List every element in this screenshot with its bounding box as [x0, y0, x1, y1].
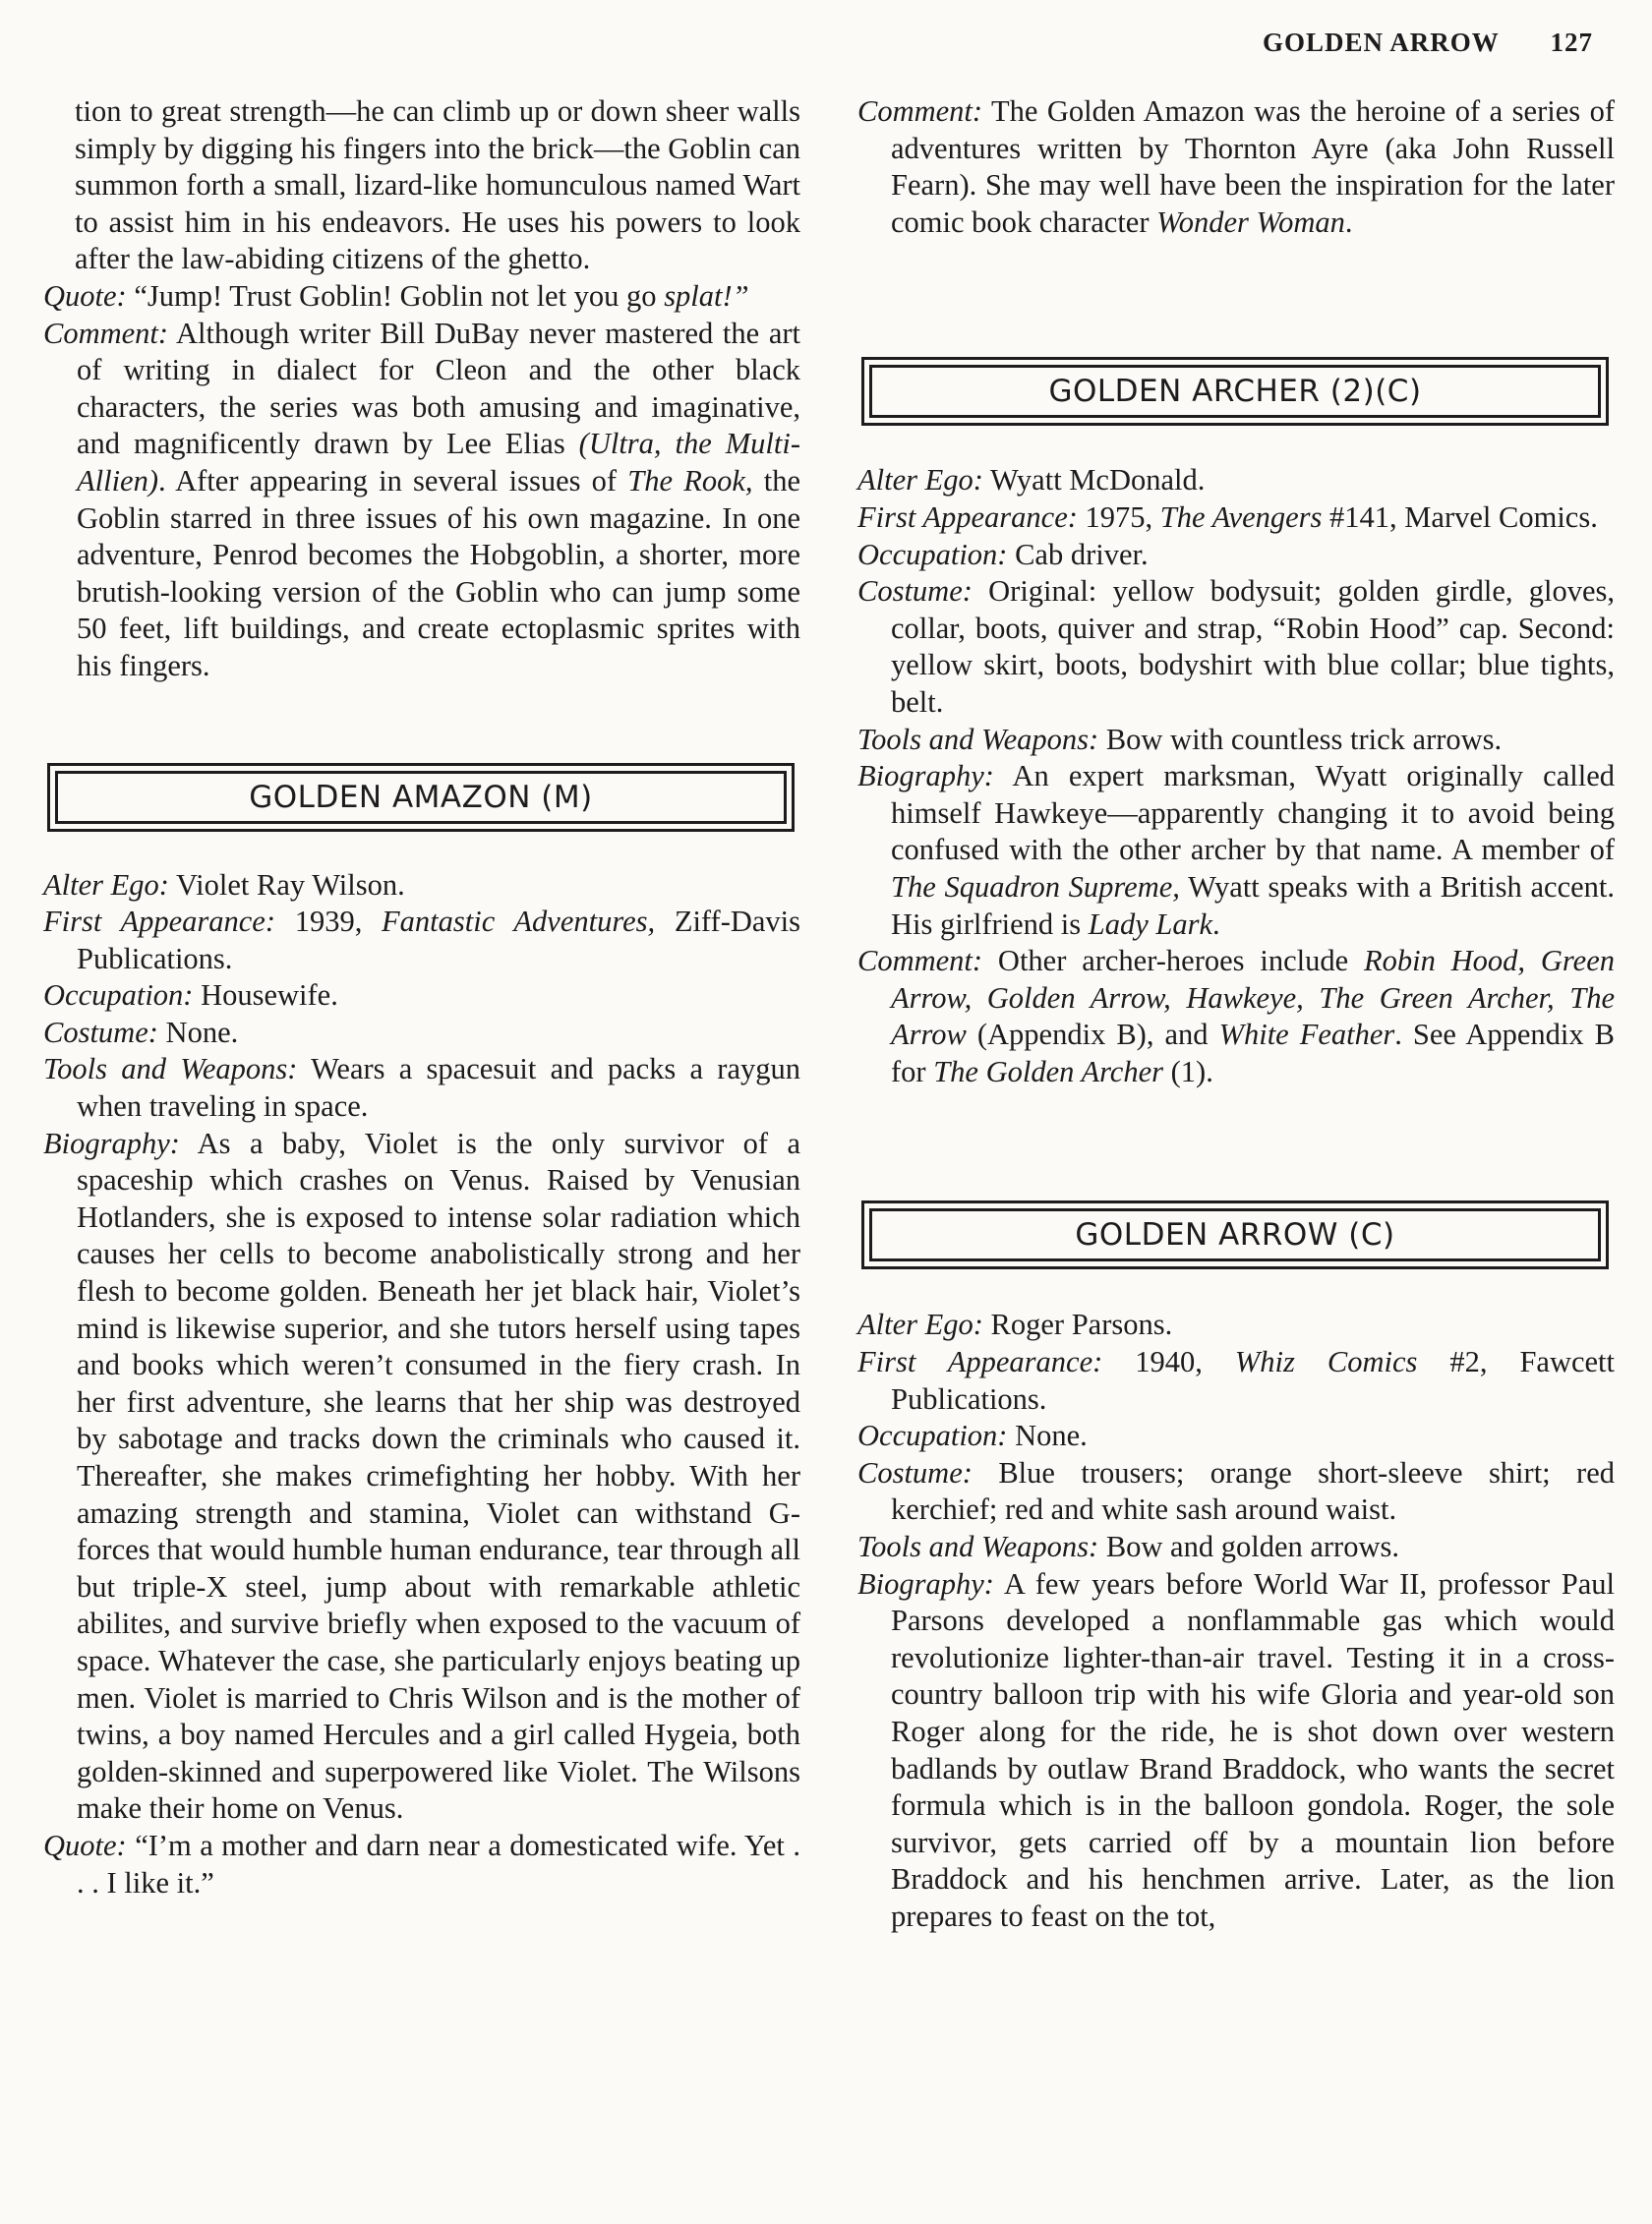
running-head — [1263, 28, 1593, 58]
field-label: Alter Ego: — [857, 463, 983, 497]
field-value: As a baby, Violet is the only survivor of a spaceship which crashes on Venus. Raised by Venusian Hotlanders, she is exposed to intense solar radiation which causes her cells to become anabolistically strong and her flesh to become golden. Beneath her jet black hair, Violet’s mind is likewise superior, and she tutors herself using tapes and books which weren’t consumed in the fiery crash. In her first adventure, she learns that her ship was destroyed by sabotage and tracks down the criminals who caused it. Thereafter, she makes crimefighting her hobby. With her amazing strength and stamina, Violet can withstand G-forces that would humble human endurance, tear through all but triple-X steel, jump about with remarkable athletic abilites, and survive briefly when exposed to the vacuum of space. Whatever the case, she particularly enjoys beating up men. Violet is married to Chris Wilson and is the mother of twins, a boy named Hercules and a girl called Hygeia, both golden-skinned and superpowered like Violet. The Wilsons make their home on Venus. — [77, 1126, 800, 1826]
field-title: Fantastic Adventures, — [382, 905, 656, 939]
goblin-continuation: tion to great strength—he can climb up or down sheer walls simply by digging his fingers into the brick—the Goblin can summon forth a small, lizard-like homunculous named Wart to assist him in his endeavors. He uses his powers to look after the law-abiding citizens of the ghetto. — [75, 94, 800, 276]
comment-text: . After appearing in several issues of — [158, 463, 628, 497]
archer-biography — [857, 758, 1615, 943]
field-value: Blue trousers; orange short-sleeve shirt; red kerchief; red and white sash around waist. — [891, 1455, 1615, 1527]
field-label: Costume: — [43, 1015, 158, 1049]
field-title: Robin Hood, Green Arrow, Golden Arrow, Hawkeye, The Green Archer, The Arrow — [891, 944, 1615, 1052]
amazon-occupation — [43, 977, 800, 1015]
right-column — [857, 93, 1615, 1936]
amazon-biography — [43, 1126, 800, 1828]
field-value: Ziff-Davis Publications. — [77, 905, 801, 975]
arrow-biography — [857, 1566, 1615, 1936]
amazon-costume — [43, 1015, 800, 1052]
field-label: Occupation: — [857, 537, 1008, 571]
field-value: . — [1212, 907, 1220, 941]
field-value: Wyatt McDonald. — [982, 463, 1206, 497]
field-label: Tools and Weapons: — [43, 1052, 298, 1086]
archer-alter-ego — [857, 462, 1615, 499]
field-title: Lady Lark — [1088, 907, 1213, 941]
goblin-comment — [43, 316, 800, 685]
quote-italic: splat!” — [664, 278, 749, 313]
field-value: 1939, — [275, 905, 383, 939]
field-value: A few years before World War II, professor Paul Parsons developed a nonflammable gas which would revolutionize lighter-than-air travel. Testing it in a cross-country balloon trip with his wife Gloria and year-old son Roger along for the ride, he is shot down over western badlands by outlaw Brand Braddock, who wants the secret formula which is in the balloon gondola. Roger, the sole survivor, gets carried off by a mountain lion before Braddock and his henchmen arrive. Later, as the lion prepares to feast on the tot, — [891, 1566, 1615, 1933]
field-value: Roger Parsons. — [982, 1308, 1173, 1342]
quote-label: Quote: — [43, 278, 127, 313]
archer-tools — [857, 722, 1615, 759]
field-value: An expert marksman, Wyatt originally called himself Hawkeye—apparently changing it to avoid being confused with the other archer by that name. A member of — [891, 759, 1615, 867]
golden-arrow-heading-box — [861, 1200, 1609, 1269]
field-label: First Appearance: — [857, 499, 1078, 534]
field-title: White Feather — [1218, 1018, 1395, 1052]
left-column — [43, 93, 800, 1902]
amazon-comment — [857, 93, 1615, 241]
field-value: #141, Marvel Comics. — [1322, 499, 1598, 534]
field-value: 1975, — [1077, 499, 1160, 534]
golden-archer-heading: GOLDEN ARCHER (2)(C) — [869, 365, 1601, 418]
amazon-tools — [43, 1051, 800, 1125]
goblin-quote — [43, 278, 800, 316]
archer-costume — [857, 573, 1615, 721]
field-label: First Appearance: — [857, 1345, 1103, 1379]
field-title: Wonder Woman — [1156, 205, 1345, 239]
field-value: #2, Fawcett Publications. — [891, 1345, 1615, 1416]
archer-occupation — [857, 537, 1615, 574]
field-label: Costume: — [857, 574, 973, 609]
field-value: None. — [1007, 1419, 1088, 1453]
field-label: Occupation: — [43, 978, 194, 1013]
field-label: Comment: — [857, 94, 983, 128]
field-value: (1). — [1163, 1054, 1213, 1088]
comment-text: Although writer Bill DuBay never mastered the art of writing in dialect for Cleon and the other black characters, the series was both amusing and imaginative, and magnificently drawn by Lee Elias — [77, 316, 800, 461]
comment-label: Comment: — [43, 316, 169, 350]
comment-title: The Rook, — [627, 463, 753, 497]
comment-title: (Ultra, the Multi-Allien) — [77, 427, 800, 497]
golden-archer-heading-box — [861, 357, 1609, 426]
field-title: The Avengers — [1159, 499, 1323, 534]
archer-comment — [857, 943, 1615, 1090]
amazon-alter-ego — [43, 867, 800, 905]
field-label: Comment: — [857, 944, 983, 978]
page-number: 127 — [1550, 28, 1593, 57]
field-label: Biography: — [857, 1566, 994, 1601]
field-title: Whiz Comics — [1234, 1345, 1418, 1379]
field-value: . — [1344, 205, 1353, 239]
field-value: The Golden Amazon was the heroine of a series of adventures written by Thornton Ayre (aka John Russell Fearn). She may well have been the inspiration for the later comic book character — [891, 94, 1615, 239]
field-label: Biography: — [857, 759, 994, 793]
field-label: First Appearance: — [43, 905, 275, 939]
field-value: Original: yellow bodysuit; golden girdle, gloves, collar, boots, quiver and strap, “Robin Hood” cap. Second: yellow skirt, boots, bodyshirt with blue collar; blue tights, belt. — [891, 574, 1615, 719]
arrow-costume — [857, 1455, 1615, 1529]
field-value: Cab driver. — [1007, 537, 1149, 571]
field-title: The Golden Archer — [933, 1054, 1164, 1088]
golden-arrow-heading: GOLDEN ARROW (C) — [869, 1208, 1601, 1261]
amazon-quote — [43, 1828, 800, 1902]
arrow-occupation — [857, 1418, 1615, 1455]
arrow-first-appearance — [857, 1344, 1615, 1418]
field-title: The Squadron Supreme, — [891, 869, 1180, 904]
field-value: Wears a spacesuit and packs a raygun when traveling in space. — [77, 1052, 800, 1124]
field-label: Alter Ego: — [857, 1308, 983, 1342]
field-label: Alter Ego: — [43, 867, 169, 902]
field-value: 1940, — [1102, 1345, 1235, 1379]
field-value: Bow with countless trick arrows. — [1098, 722, 1503, 756]
field-value: “I’m a mother and darn near a domesticated wife. Yet . . . I like it.” — [77, 1828, 800, 1900]
field-label: Biography: — [43, 1126, 180, 1160]
amazon-first-appearance — [43, 904, 800, 977]
field-value: Wyatt speaks with a British accent. His girlfriend is — [891, 869, 1615, 941]
field-label: Occupation: — [857, 1419, 1008, 1453]
comment-text: the Goblin starred in three issues of his own magazine. In one adventure, Penrod becomes the Hobgoblin, a shorter, more brutish-looking version of the Goblin who can jump some 50 feet, lift buildings, and create ectoplasmic sprites with his fingers. — [77, 463, 801, 682]
arrow-tools — [857, 1529, 1615, 1566]
field-value: Bow and golden arrows. — [1098, 1530, 1399, 1564]
field-value: None. — [157, 1015, 239, 1049]
field-value: Violet Ray Wilson. — [168, 867, 405, 902]
field-label: Costume: — [857, 1455, 973, 1490]
field-label: Tools and Weapons: — [857, 1530, 1099, 1564]
quote-text: “Jump! Trust Goblin! Goblin not let you go — [134, 278, 657, 313]
running-head-title: GOLDEN ARROW — [1262, 28, 1500, 57]
field-label: Quote: — [43, 1828, 127, 1862]
arrow-alter-ego — [857, 1307, 1615, 1344]
archer-first-appearance — [857, 499, 1615, 537]
field-value: (Appendix B), and — [966, 1018, 1219, 1052]
golden-amazon-heading: GOLDEN AMAZON (M) — [55, 771, 787, 824]
field-value: Housewife. — [193, 978, 338, 1013]
field-value: . See Appendix B for — [891, 1018, 1615, 1088]
field-value: Other archer-heroes include — [982, 944, 1364, 978]
golden-amazon-heading-box — [47, 763, 795, 832]
field-label: Tools and Weapons: — [857, 722, 1099, 756]
